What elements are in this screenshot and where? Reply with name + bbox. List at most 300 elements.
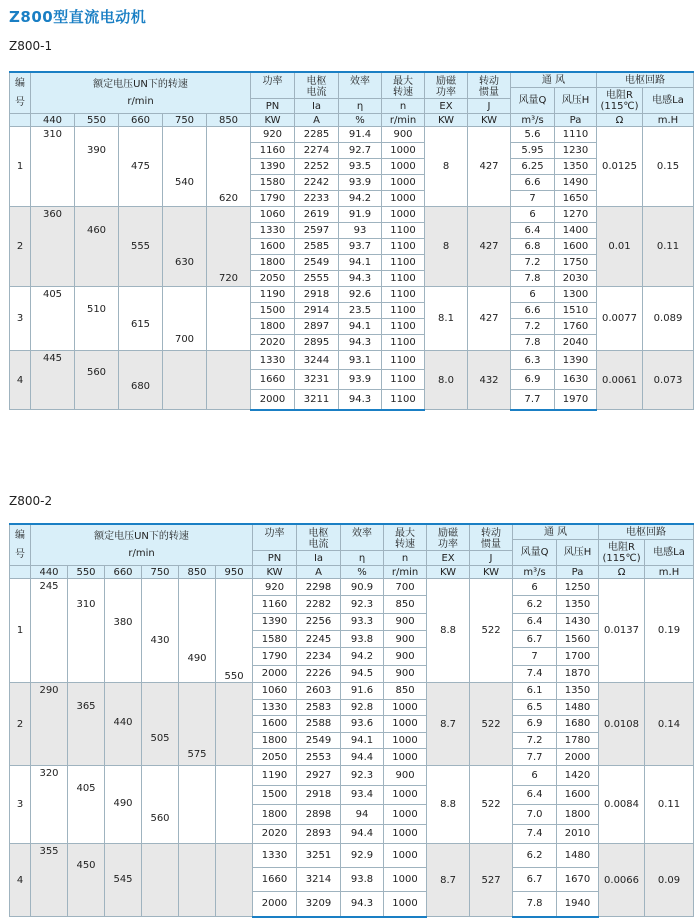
inertia-header-line1: 转动 — [479, 76, 499, 87]
power-value: 1060 — [251, 207, 295, 223]
voltage-header: 950 — [216, 566, 253, 579]
rated-speed-cell — [31, 579, 68, 683]
power-value: 1800 — [253, 805, 297, 825]
excitation-symbol: EX — [425, 99, 468, 114]
rated-speed-value: 310 — [42, 129, 63, 140]
rated-speed-cell — [207, 127, 251, 207]
excitation-power-value: 8 — [425, 207, 468, 287]
resistance-header-line2: (115℃) — [602, 552, 641, 564]
table-1-subtitle: Z800-1 — [9, 39, 53, 53]
power-value: 1790 — [251, 191, 295, 207]
air-pressure-value: 1480 — [557, 844, 599, 868]
efficiency-value: 94 — [341, 805, 384, 825]
armature-current-value: 2583 — [297, 699, 341, 716]
rated-speed-value: 490 — [113, 798, 133, 809]
rated-speed-cell — [31, 844, 68, 917]
max-speed-header-line1: 最大 — [395, 528, 416, 539]
rated-speed-cell — [142, 844, 179, 917]
rated-speed-value: 450 — [76, 860, 96, 871]
rated-speed-cell — [163, 127, 207, 207]
air-pressure-value: 1420 — [557, 766, 599, 786]
efficiency-value: 92.9 — [341, 844, 384, 868]
unit-inertia: KW — [468, 114, 511, 127]
max-speed-value: 1000 — [384, 749, 427, 766]
power-value: 920 — [251, 127, 295, 143]
no-header-line2: 号 — [15, 549, 25, 560]
table-row — [10, 287, 694, 303]
unit-excite: KW — [425, 114, 468, 127]
airflow-value: 6.4 — [513, 613, 557, 630]
rated-speed-cell — [75, 127, 119, 207]
voltage-header: 850 — [207, 114, 251, 127]
air-pressure-value: 1560 — [557, 630, 599, 647]
rated-speed-value: 545 — [113, 874, 133, 885]
power-value: 1600 — [251, 239, 295, 255]
table-2-subtitle: Z800-2 — [9, 494, 53, 508]
airflow-value: 6.8 — [511, 239, 555, 255]
airflow-value: 6.3 — [511, 351, 555, 370]
max-speed-value: 1100 — [382, 351, 425, 370]
airflow-value: 6 — [511, 287, 555, 303]
voltage-header: 550 — [75, 114, 119, 127]
max-speed-value: 850 — [384, 596, 427, 613]
no-header-line1: 编 — [15, 530, 25, 541]
unit-induct: m.H — [645, 566, 694, 579]
max-speed-header-line2: 转速 — [393, 87, 413, 98]
efficiency-value: 94.1 — [339, 255, 382, 271]
unit-airpress: Pa — [557, 566, 599, 579]
air-pressure-value: 1870 — [557, 665, 599, 682]
rated-speed-cell — [105, 844, 142, 917]
efficiency-value: 93.4 — [341, 785, 384, 805]
rated-speed-label: 额定电压UN下的转速 — [93, 79, 188, 90]
max-speed-value: 1000 — [384, 732, 427, 749]
air-pressure-value: 1350 — [557, 596, 599, 613]
rated-speed-cell — [179, 766, 216, 844]
air-pressure-value: 1670 — [557, 868, 599, 892]
resistance-header — [599, 540, 645, 566]
efficiency-value: 94.2 — [339, 191, 382, 207]
max-speed-value: 1000 — [384, 892, 427, 917]
rated-speed-value: 630 — [174, 257, 195, 268]
power-value: 1160 — [253, 596, 297, 613]
air-pressure-value: 1760 — [555, 319, 597, 335]
airflow-value: 6.9 — [513, 716, 557, 733]
air-pressure-value: 1350 — [555, 159, 597, 175]
airflow-header: 风量Q — [513, 540, 557, 566]
inductance-header: 电感La — [643, 88, 694, 114]
inertia-value: 522 — [470, 579, 513, 683]
armature-header — [295, 72, 339, 99]
max-speed-value: 900 — [384, 613, 427, 630]
air-pressure-value: 1480 — [557, 699, 599, 716]
max-speed-value: 1000 — [382, 143, 425, 159]
excitation-header-line1: 励磁 — [436, 76, 456, 87]
rated-speed-value: 540 — [174, 177, 195, 188]
efficiency-header-line1: 效率 — [350, 76, 370, 87]
max-speed-value: 1100 — [382, 335, 425, 351]
unit-power: KW — [251, 114, 295, 127]
rated-speed-cell — [179, 844, 216, 917]
power-value: 1660 — [251, 370, 295, 389]
excitation-power-value: 8.0 — [425, 351, 468, 410]
rated-speed-value: 365 — [76, 701, 96, 712]
excitation-symbol: EX — [427, 551, 470, 566]
rated-speed-cell — [179, 579, 216, 683]
rated-speed-header — [31, 524, 253, 566]
excitation-header — [425, 72, 468, 99]
power-value: 2050 — [251, 271, 295, 287]
page-title: Z800型直流电动机 — [9, 8, 147, 26]
power-value: 1600 — [253, 716, 297, 733]
inertia-header — [470, 524, 513, 551]
excitation-header-line2: 功率 — [436, 87, 456, 98]
armature-current-value: 2895 — [295, 335, 339, 351]
armature-current-value: 2914 — [295, 303, 339, 319]
airflow-value: 6.9 — [511, 370, 555, 389]
inertia-value: 427 — [468, 287, 511, 351]
rated-speed-value: 700 — [174, 334, 195, 345]
resistance-value: 0.0061 — [597, 351, 643, 410]
rated-speed-cell — [142, 766, 179, 844]
rated-speed-cell — [68, 844, 105, 917]
airflow-value: 5.6 — [511, 127, 555, 143]
armature-header-line2: 电流 — [306, 87, 327, 98]
efficiency-value: 93.5 — [339, 159, 382, 175]
rated-speed-cell — [31, 207, 75, 287]
airflow-value: 7.7 — [513, 749, 557, 766]
power-value: 1800 — [253, 732, 297, 749]
excitation-power-value: 8.8 — [427, 766, 470, 844]
air-pressure-value: 1350 — [557, 683, 599, 700]
max-speed-value: 900 — [384, 648, 427, 665]
power-value: 1330 — [253, 844, 297, 868]
rated-speed-value: 245 — [39, 581, 59, 592]
excitation-power-value: 8.8 — [427, 579, 470, 683]
power-value: 920 — [253, 579, 297, 596]
table-row — [10, 683, 694, 700]
air-pressure-value: 1490 — [555, 175, 597, 191]
voltage-header: 660 — [119, 114, 163, 127]
airflow-value: 6.25 — [511, 159, 555, 175]
power-value: 2050 — [253, 749, 297, 766]
resistance-value: 0.0125 — [597, 127, 643, 207]
resistance-value: 0.0137 — [599, 579, 645, 683]
armature-circuit-header: 电枢回路 — [597, 72, 694, 88]
rated-speed-value: 505 — [150, 733, 170, 744]
rated-speed-cell — [105, 766, 142, 844]
model-number: 1 — [10, 579, 31, 683]
efficiency-value: 92.3 — [341, 766, 384, 786]
power-value: 2000 — [253, 892, 297, 917]
armature-current-value: 3251 — [297, 844, 341, 868]
no-header-blank — [10, 566, 31, 579]
model-number: 4 — [10, 844, 31, 917]
efficiency-value: 93 — [339, 223, 382, 239]
air-pressure-value: 2030 — [555, 271, 597, 287]
rated-speed-value: 560 — [86, 367, 107, 378]
table-row — [10, 127, 694, 143]
rated-speed-cell — [216, 579, 253, 683]
armature-current-value: 2549 — [295, 255, 339, 271]
airflow-value: 7.2 — [511, 255, 555, 271]
airflow-value: 6.2 — [513, 596, 557, 613]
power-value: 1800 — [251, 319, 295, 335]
resistance-header-line1: 电阻R — [606, 89, 633, 101]
rated-speed-value: 430 — [150, 635, 170, 646]
armature-current-value: 2285 — [295, 127, 339, 143]
rated-speed-value: 680 — [130, 381, 151, 392]
efficiency-value: 93.6 — [341, 716, 384, 733]
max-speed-header-line1: 最大 — [393, 76, 413, 87]
air-pressure-header: 风压H — [555, 88, 597, 114]
max-speed-value: 1000 — [382, 207, 425, 223]
rated-speed-value: 405 — [76, 783, 96, 794]
power-value: 1660 — [253, 868, 297, 892]
resistance-value: 0.01 — [597, 207, 643, 287]
max-speed-header-line2: 转速 — [395, 539, 416, 550]
rated-speed-cell — [216, 844, 253, 917]
inductance-value: 0.089 — [643, 287, 694, 351]
max-speed-value: 1000 — [382, 191, 425, 207]
rated-speed-cell — [119, 127, 163, 207]
power-value: 1500 — [253, 785, 297, 805]
airflow-value: 7.7 — [511, 389, 555, 409]
armature-current-value: 2585 — [295, 239, 339, 255]
airflow-value: 6.4 — [513, 785, 557, 805]
power-value: 1390 — [251, 159, 295, 175]
max-speed-symbol: n — [382, 99, 425, 114]
air-pressure-value: 1600 — [555, 239, 597, 255]
rated-speed-cell — [105, 579, 142, 683]
armature-current-value: 2927 — [297, 766, 341, 786]
rated-speed-cell — [142, 579, 179, 683]
armature-current-value: 2603 — [297, 683, 341, 700]
max-speed-value: 1100 — [382, 239, 425, 255]
inertia-header-line1: 转动 — [481, 528, 502, 539]
air-pressure-value: 1970 — [555, 389, 597, 409]
rated-speed-value: 475 — [130, 161, 151, 172]
unit-maxspeed: r/min — [382, 114, 425, 127]
unit-excite: KW — [427, 566, 470, 579]
inertia-header — [468, 72, 511, 99]
power-value: 1330 — [251, 351, 295, 370]
efficiency-value: 94.1 — [339, 319, 382, 335]
rated-speed-value: 555 — [130, 241, 151, 252]
air-pressure-value: 1390 — [555, 351, 597, 370]
airflow-value: 6 — [513, 766, 557, 786]
armature-symbol: Ia — [297, 551, 341, 566]
resistance-value: 0.0077 — [597, 287, 643, 351]
max-speed-value: 1100 — [382, 389, 425, 409]
max-speed-value: 1000 — [382, 159, 425, 175]
no-header — [10, 524, 31, 566]
max-speed-value: 1100 — [382, 303, 425, 319]
max-speed-value: 1000 — [382, 175, 425, 191]
rated-speed-cell — [75, 207, 119, 287]
max-speed-value: 900 — [384, 665, 427, 682]
armature-current-value: 2555 — [295, 271, 339, 287]
power-symbol: PN — [253, 551, 297, 566]
power-value: 1330 — [253, 699, 297, 716]
power-value: 1390 — [253, 613, 297, 630]
rated-speed-cell — [142, 683, 179, 766]
airflow-value: 7 — [513, 648, 557, 665]
rated-speed-cell — [179, 683, 216, 766]
table-row — [10, 766, 694, 786]
armature-current-value: 3244 — [295, 351, 339, 370]
efficiency-value: 94.3 — [339, 335, 382, 351]
armature-current-value: 2233 — [295, 191, 339, 207]
efficiency-value: 93.9 — [339, 175, 382, 191]
max-speed-value: 1000 — [384, 785, 427, 805]
power-value: 1060 — [253, 683, 297, 700]
inductance-header: 电感La — [645, 540, 694, 566]
efficiency-value: 94.1 — [341, 732, 384, 749]
armature-current-value: 2234 — [297, 648, 341, 665]
power-value: 1790 — [253, 648, 297, 665]
armature-current-value: 2893 — [297, 824, 341, 844]
rated-speed-cell — [207, 351, 251, 410]
efficiency-header — [341, 524, 384, 551]
rated-speed-unit: r/min — [127, 96, 154, 107]
voltage-header: 750 — [142, 566, 179, 579]
max-speed-value: 1000 — [384, 805, 427, 825]
excitation-power-value: 8.1 — [425, 287, 468, 351]
inertia-value: 432 — [468, 351, 511, 410]
rated-speed-cell — [119, 207, 163, 287]
max-speed-symbol: n — [384, 551, 427, 566]
air-pressure-value: 1250 — [557, 579, 599, 596]
max-speed-header — [384, 524, 427, 551]
unit-airpress: Pa — [555, 114, 597, 127]
efficiency-value: 94.4 — [341, 824, 384, 844]
max-speed-value: 900 — [384, 630, 427, 647]
armature-circuit-header: 电枢回路 — [599, 524, 694, 540]
voltage-header: 440 — [31, 114, 75, 127]
air-pressure-value: 1300 — [555, 287, 597, 303]
armature-header-line1: 电枢 — [306, 76, 327, 87]
unit-eff: % — [339, 114, 382, 127]
inertia-header-line2: 惯量 — [481, 539, 502, 550]
unit-airflow: m³/s — [511, 114, 555, 127]
rated-speed-cell — [31, 127, 75, 207]
efficiency-value: 93.7 — [339, 239, 382, 255]
armature-current-value: 3231 — [295, 370, 339, 389]
air-pressure-value: 1630 — [555, 370, 597, 389]
unit-resist: Ω — [597, 114, 643, 127]
power-value: 1580 — [251, 175, 295, 191]
efficiency-header — [339, 72, 382, 99]
no-header-line2: 号 — [15, 97, 25, 108]
voltage-header: 440 — [31, 566, 68, 579]
efficiency-value: 91.9 — [339, 207, 382, 223]
rated-speed-cell — [163, 287, 207, 351]
efficiency-value: 94.3 — [339, 389, 382, 409]
armature-current-value: 2597 — [295, 223, 339, 239]
resistance-header-line1: 电阻R — [608, 541, 635, 553]
rated-speed-header — [31, 72, 251, 114]
efficiency-value: 92.6 — [339, 287, 382, 303]
rated-speed-value: 460 — [86, 225, 107, 236]
armature-symbol: Ia — [295, 99, 339, 114]
rated-speed-cell — [216, 766, 253, 844]
power-header-line1: 功率 — [262, 76, 283, 87]
rated-speed-value: 720 — [218, 273, 239, 284]
inductance-value: 0.09 — [645, 844, 694, 917]
airflow-value: 6.2 — [513, 844, 557, 868]
z800-1-spec-table — [9, 71, 694, 411]
max-speed-value: 1100 — [382, 271, 425, 287]
max-speed-value: 1000 — [384, 699, 427, 716]
armature-current-value: 2619 — [295, 207, 339, 223]
armature-current-value: 2256 — [297, 613, 341, 630]
max-speed-value: 850 — [384, 683, 427, 700]
max-speed-value: 1000 — [384, 868, 427, 892]
no-header — [10, 72, 31, 114]
voltage-header: 750 — [163, 114, 207, 127]
voltage-header: 660 — [105, 566, 142, 579]
power-value: 2000 — [253, 665, 297, 682]
rated-speed-cell — [68, 766, 105, 844]
power-header-line1: 功率 — [264, 528, 285, 539]
power-value: 1190 — [253, 766, 297, 786]
armature-current-value: 2897 — [295, 319, 339, 335]
max-speed-value: 900 — [384, 766, 427, 786]
efficiency-value: 23.5 — [339, 303, 382, 319]
airflow-value: 7.4 — [513, 665, 557, 682]
unit-airflow: m³/s — [513, 566, 557, 579]
efficiency-value: 93.8 — [341, 868, 384, 892]
air-pressure-value: 2040 — [555, 335, 597, 351]
armature-current-value: 2898 — [297, 805, 341, 825]
airflow-value: 7.8 — [511, 271, 555, 287]
airflow-header: 风量Q — [511, 88, 555, 114]
excitation-power-value: 8.7 — [427, 844, 470, 917]
air-pressure-value: 1650 — [555, 191, 597, 207]
power-symbol: PN — [251, 99, 295, 114]
air-pressure-value: 1400 — [555, 223, 597, 239]
power-header — [251, 72, 295, 99]
inertia-symbol: J — [470, 551, 513, 566]
air-pressure-value: 1270 — [555, 207, 597, 223]
max-speed-header — [382, 72, 425, 99]
efficiency-value: 91.4 — [339, 127, 382, 143]
model-number: 3 — [10, 766, 31, 844]
resistance-value: 0.0108 — [599, 683, 645, 766]
airflow-value: 6.6 — [511, 303, 555, 319]
rated-speed-value: 405 — [42, 289, 63, 300]
airflow-value: 6.5 — [513, 699, 557, 716]
max-speed-value: 1000 — [384, 844, 427, 868]
inertia-value: 527 — [470, 844, 513, 917]
rated-speed-cell — [75, 351, 119, 410]
max-speed-value: 700 — [384, 579, 427, 596]
air-pressure-value: 1700 — [557, 648, 599, 665]
rated-speed-cell — [163, 351, 207, 410]
air-pressure-value: 1510 — [555, 303, 597, 319]
airflow-value: 6.4 — [511, 223, 555, 239]
table-row — [10, 579, 694, 596]
rated-speed-cell — [163, 207, 207, 287]
rated-speed-cell — [68, 683, 105, 766]
rated-speed-value: 390 — [86, 145, 107, 156]
air-pressure-value: 1750 — [555, 255, 597, 271]
airflow-value: 7.8 — [511, 335, 555, 351]
rated-speed-cell — [31, 351, 75, 410]
efficiency-value: 94.3 — [339, 271, 382, 287]
max-speed-value: 1100 — [382, 223, 425, 239]
